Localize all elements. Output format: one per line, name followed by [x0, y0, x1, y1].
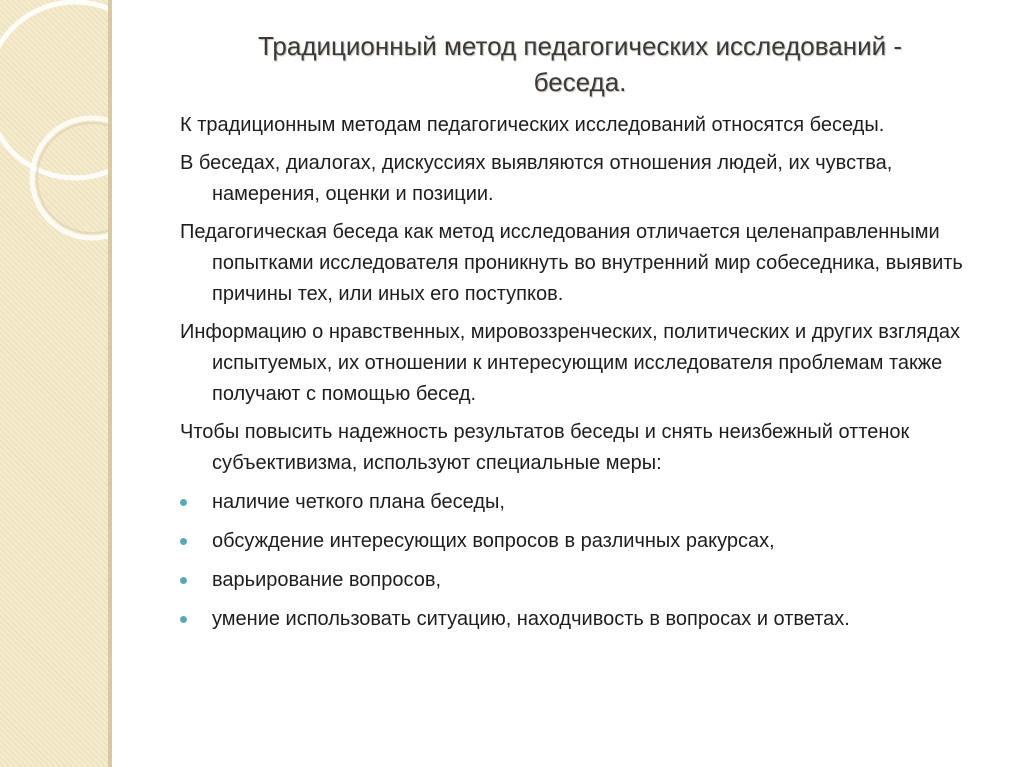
bullet-item-2 [180, 526, 980, 557]
paragraph-5: Чтобы повысить надежность результатов беседы и снять неизбежный оттенок субъективизма, используют специальные меры: [180, 421, 910, 474]
title-line-1: Традиционный метод педагогических исследований - [257, 31, 903, 61]
bullet-dot-icon [180, 616, 187, 623]
sidebar-edge [108, 0, 112, 767]
paragraph-2: В беседах, диалогах, дискуссиях выявляются отношения людей, их чувства, намерения, оценки и позиции. [180, 152, 893, 205]
paragraph-1: К традиционным методам педагогических исследований относятся беседы. [180, 114, 885, 136]
paragraph-4: Информацию о нравственных, мировоззренческих, политических и других взглядах испытуемых, их отношении к интересующим исследователя проблемам также получают с помощью бесед. [180, 321, 961, 405]
bullet-text: умение использовать ситуацию, находчивость в вопросах и ответах. [212, 608, 850, 630]
bullet-dot-icon [180, 538, 187, 545]
decorative-rings [0, 0, 112, 767]
slide-title [180, 28, 980, 100]
bullet-item-3 [180, 565, 980, 596]
decorative-sidebar [0, 0, 112, 767]
slide-content [180, 110, 980, 643]
title-line-2: беседа. [533, 67, 627, 97]
bullet-dot-icon [180, 577, 187, 584]
bullet-text: наличие четкого плана беседы, [212, 491, 505, 513]
bullet-dot-icon [180, 499, 187, 506]
paragraph-3: Педагогическая беседа как метод исследования отличается целенаправленными попытками исследователя проникнуть во внутренний мир собеседника, выявить причины тех, или иных его поступков. [180, 221, 963, 305]
bullet-item-4 [180, 604, 980, 635]
bullet-text: варьирование вопросов, [212, 569, 442, 591]
bullet-text: обсуждение интересующих вопросов в различных ракурсах, [212, 530, 775, 552]
bullet-item-1 [180, 487, 980, 518]
